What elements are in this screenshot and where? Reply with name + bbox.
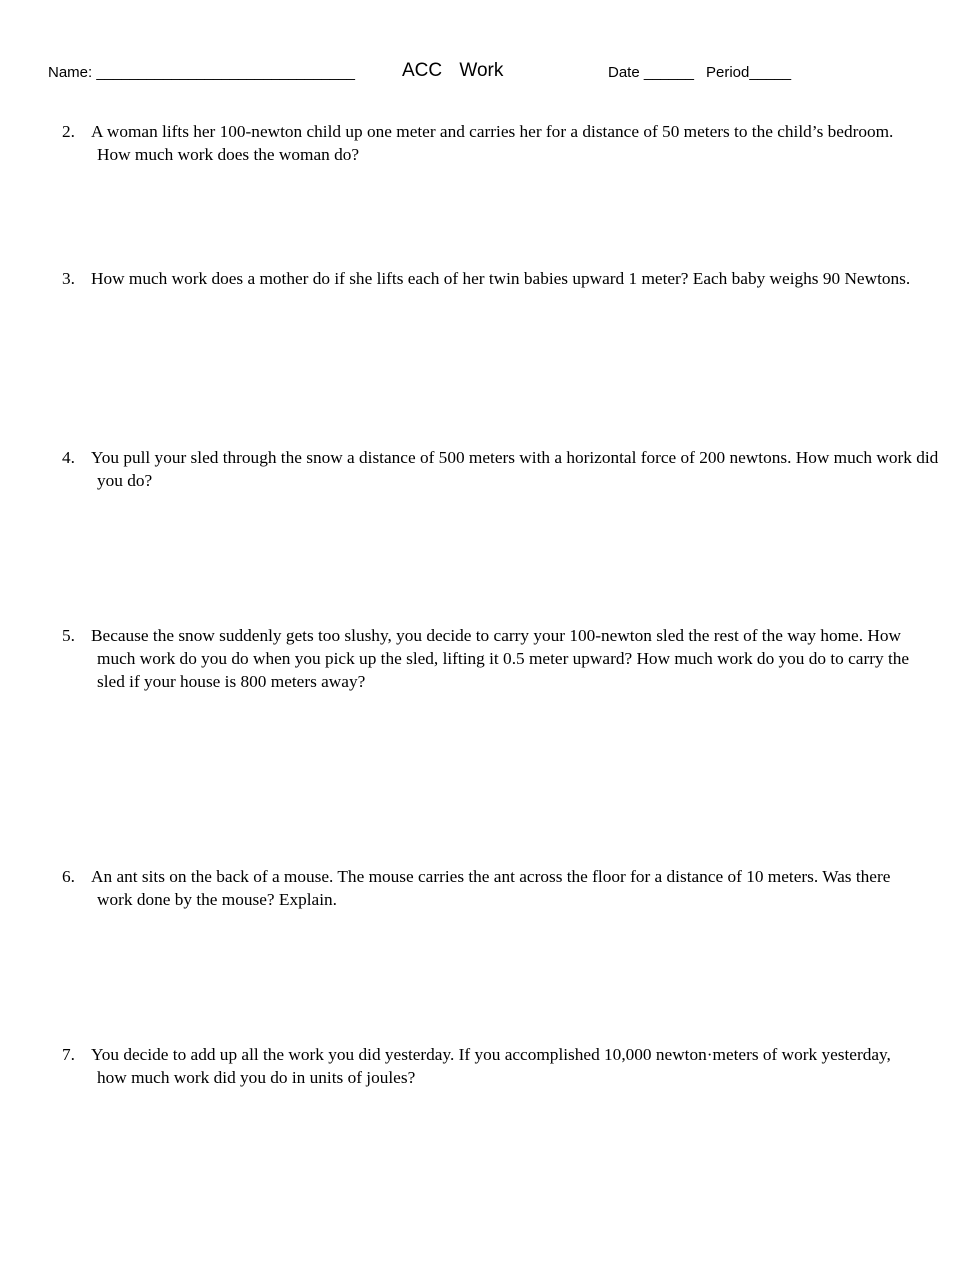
date-field-label: Date ______: [608, 64, 694, 81]
question-number: 2.: [62, 122, 75, 141]
question-number: 5.: [62, 626, 75, 645]
question-6: [62, 865, 922, 911]
question-text: You pull your sled through the snow a distance of 500 meters with a horizontal force of 200 newtons. How much work did you do?: [91, 448, 939, 490]
worksheet-header: [0, 58, 979, 88]
question-7: [62, 1043, 922, 1089]
question-4: [62, 446, 942, 492]
question-text: Because the snow suddenly gets too slushy, you decide to carry your 100-newton sled the rest of the way home. How much work do you do when you pick up the sled, lifting it 0.5 meter upward? How much work do you do to carry the sled if your house is 800 meters away?: [91, 626, 910, 691]
question-3: [62, 267, 922, 290]
question-number: 6.: [62, 867, 75, 886]
question-number: 7.: [62, 1045, 75, 1064]
worksheet-title: ACC Work: [402, 60, 504, 81]
question-text: A woman lifts her 100-newton child up one meter and carries her for a distance of 50 meters to the child’s bedroom. How much work does the woman do?: [91, 122, 894, 164]
question-text: How much work does a mother do if she lifts each of her twin babies upward 1 meter? Each baby weighs 90 Newtons.: [91, 269, 911, 288]
question-5: [62, 624, 912, 693]
question-2: [62, 120, 922, 166]
question-text: You decide to add up all the work you did yesterday. If you accomplished 10,000 newton·meters of work yesterday, how much work did you do in units of joules?: [91, 1045, 891, 1087]
period-field-label: Period_____: [706, 64, 792, 81]
question-number: 4.: [62, 448, 75, 467]
name-field-label: Name: _______________________________: [48, 64, 355, 81]
question-text: An ant sits on the back of a mouse. The mouse carries the ant across the floor for a distance of 10 meters. Was there work done by the mouse? Explain.: [91, 867, 891, 909]
question-number: 3.: [62, 269, 75, 288]
